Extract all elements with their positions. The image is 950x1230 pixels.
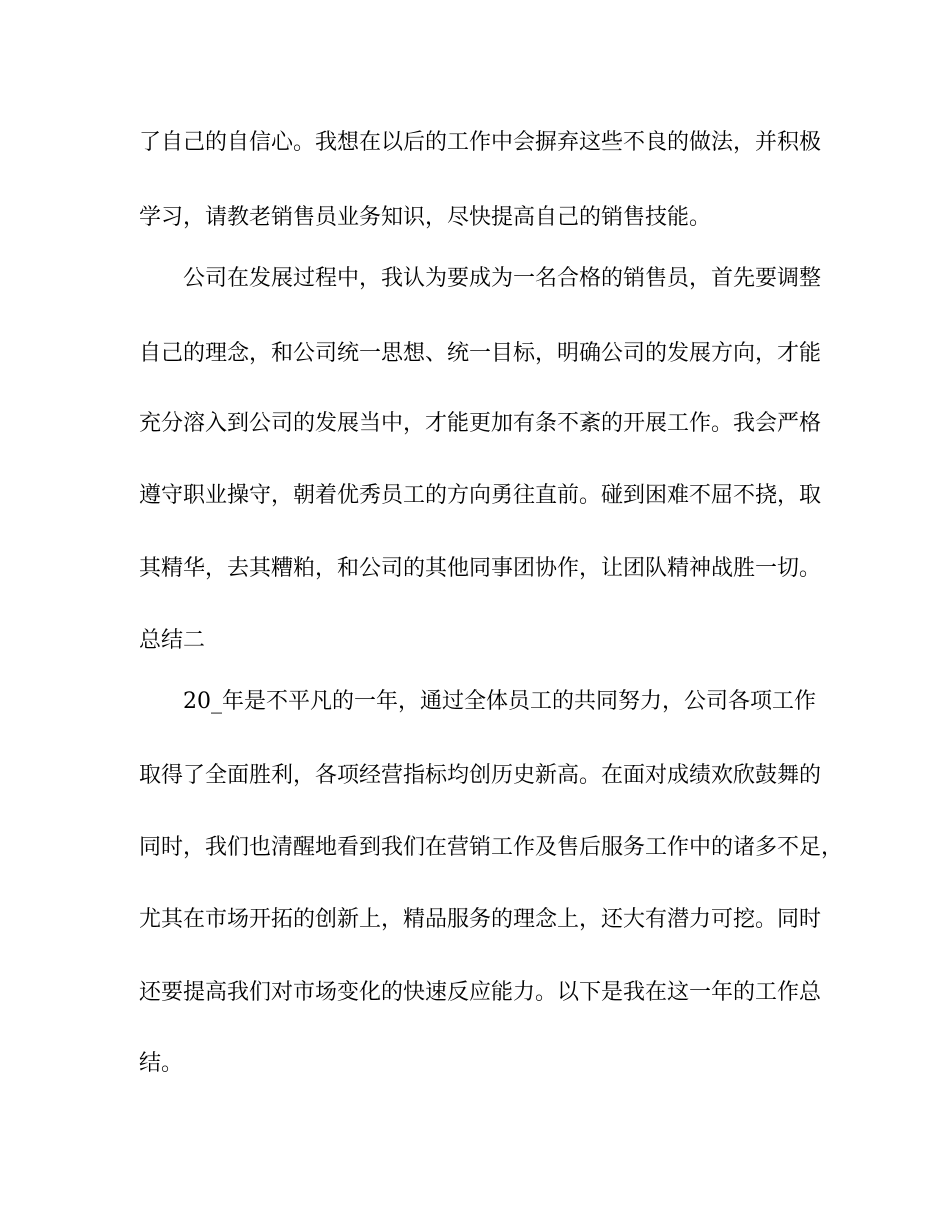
text-line: 充分溶入到公司的发展当中，才能更加有条不紊的开展工作。我会严格 [139, 411, 822, 436]
text-line: 了自己的自信心。我想在以后的工作中会摒弃这些不良的做法，并积极 [139, 130, 822, 155]
text-line: 20_年是不平凡的一年，通过全体员工的共同努力，公司各项工作 [183, 689, 816, 714]
text-line: 还要提高我们对市场变化的快速反应能力。以下是我在这一年的工作总 [139, 980, 822, 1005]
text-line: 同时，我们也清醒地看到我们在营销工作及售后服务工作中的诸多不足， [139, 835, 844, 860]
section-heading: 总结二 [139, 628, 206, 653]
text-line: 遵守职业操守，朝着优秀员工的方向勇往直前。碰到困难不屈不挠，取 [139, 483, 822, 508]
text-line: 自己的理念，和公司统一思想、统一目标，明确公司的发展方向，才能 [139, 341, 822, 366]
text-line: 取得了全面胜利，各项经营指标均创历史新高。在面对成绩欢欣鼓舞的 [139, 763, 822, 788]
text-line: 公司在发展过程中，我认为要成为一名合格的销售员，首先要调整 [183, 266, 822, 291]
text-line: 尤其在市场开拓的创新上，精品服务的理念上，还大有潜力可挖。同时 [139, 907, 822, 932]
text-line: 结。 [139, 1051, 184, 1076]
text-line: 其精华，去其糟粕，和公司的其他同事团协作，让团队精神战胜一切。 [139, 556, 822, 581]
text-line: 学习，请教老销售员业务知识，尽快提高自己的销售技能。 [139, 205, 712, 230]
